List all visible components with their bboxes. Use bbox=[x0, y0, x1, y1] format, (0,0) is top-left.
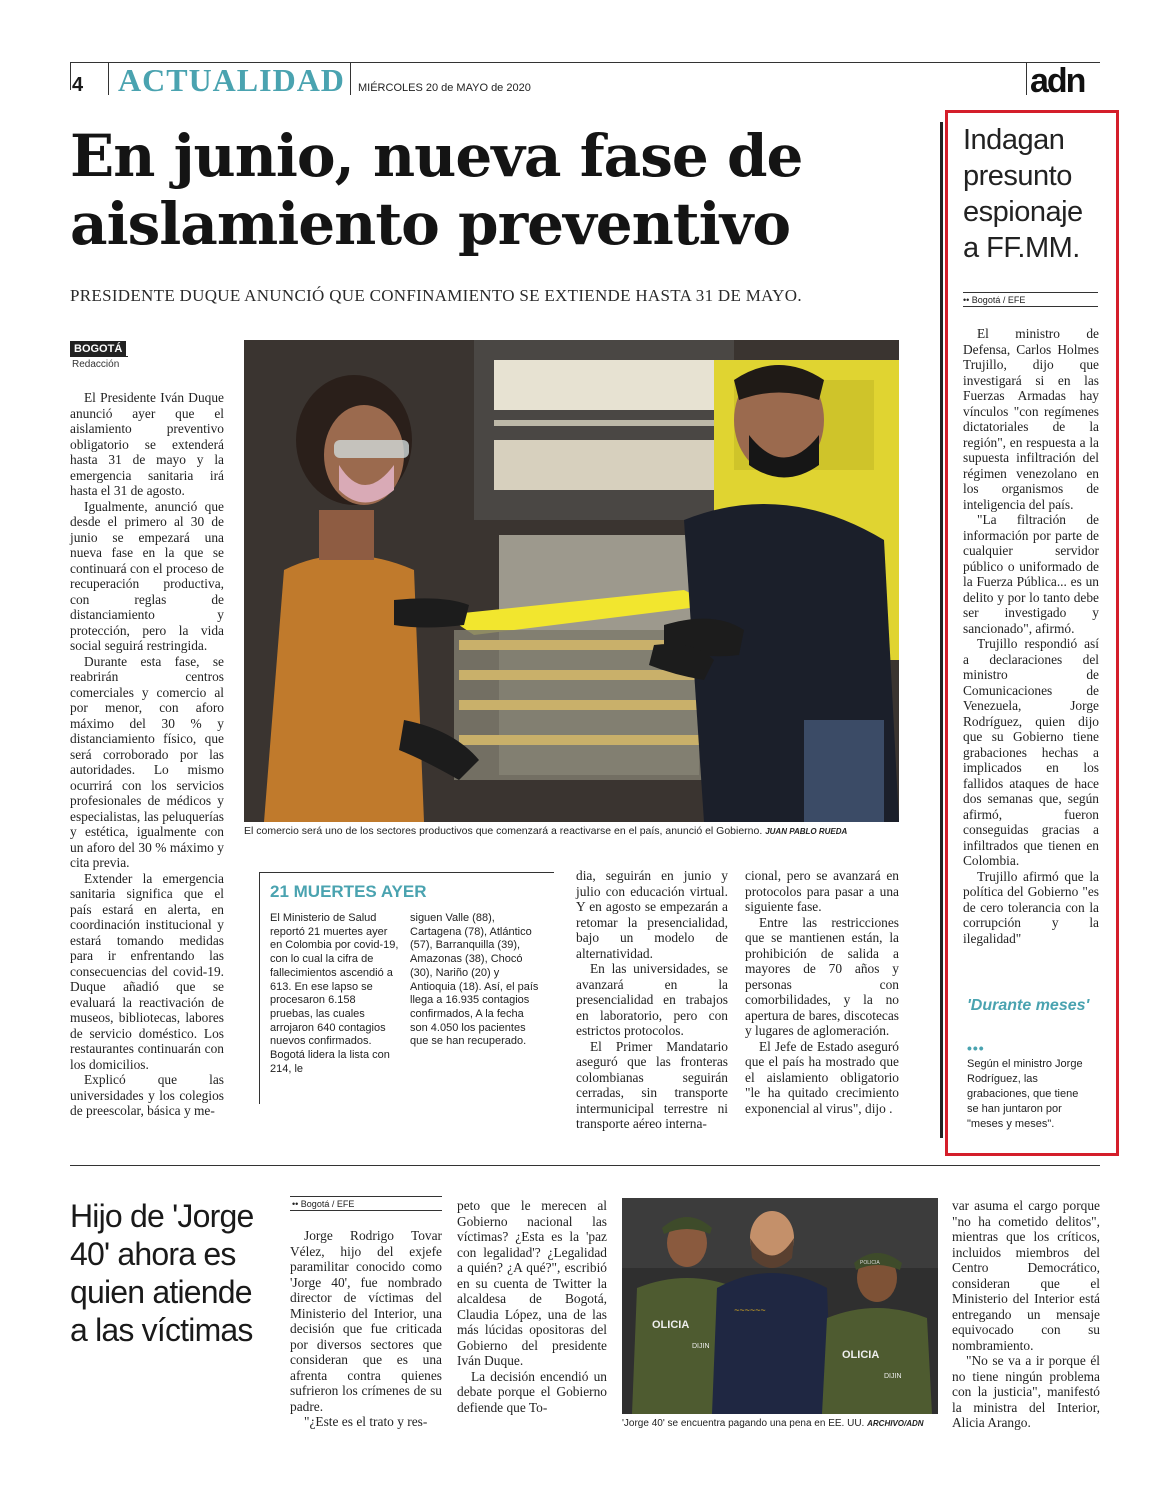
caption-text: 'Jorge 40' se encuentra pagando una pena en EE. UU. bbox=[622, 1418, 865, 1429]
bottom-headline: Hijo de 'Jorge 40' ahora es quien atiende a las víctimas bbox=[70, 1198, 254, 1348]
paragraph: Trujillo afirmó que la política del Gobierno "es de cero tolerancia con la corrupción y la ilegalidad" bbox=[963, 868, 1099, 946]
vest-badge-right: DIJIN bbox=[884, 1373, 902, 1380]
bottom-article-column-2 bbox=[457, 1198, 607, 1415]
shirt-print: ~~~~~~ bbox=[734, 1305, 766, 1315]
paragraph: dia, seguirán en junio y julio con educación virtual. Y en agosto se empezarán a retomar la presencialidad, bajo un modelo de alternatividad. bbox=[576, 868, 728, 961]
bottom-source: •• Bogotá / EFE bbox=[292, 1199, 355, 1209]
header-divider bbox=[70, 62, 71, 90]
box-title: 21 MUERTES AYER bbox=[270, 882, 427, 901]
sidebar-headline: Indagan presunto espionaje a FF.MM. bbox=[963, 124, 1083, 264]
byline-city: BOGOTÁ bbox=[70, 341, 126, 357]
paragraph: "La filtración de información por parte de cualquier servidor público o uniformado de la Fuerza Pública... es un delito y por lo tanto debe ser investigado y sancionado", afirmó. bbox=[963, 512, 1099, 636]
header-divider bbox=[108, 62, 109, 95]
paragraph: Trujillo respondió así a declaraciones del ministro de Comunicaciones de Venezuela, Jorge Rodríguez, quien dijo que su Gobierno tiene grabaciones hechas a implicados en los fallidos ataques de hace dos semanas que, según afirmó, fueron conseguidas gracias a infiltrados que tienen en Colombia. bbox=[963, 636, 1099, 868]
main-photo bbox=[244, 340, 899, 822]
paragraph: El ministro de Defensa, Carlos Holmes Trujillo, dijo que investigará si en las Fuerzas Armadas hay vínculos "con regímenes dictatoriales de la región", en respuesta a la supuesta infiltración del régimen venezolano en los organismos de inteligencia del país. bbox=[963, 326, 1099, 512]
main-subheadline: PRESIDENTE DUQUE ANUNCIÓ QUE CONFINAMIENTO SE EXTIENDE HASTA 31 DE MAYO. bbox=[70, 286, 802, 305]
paragraph: "¿Este es el trato y res- bbox=[304, 1414, 428, 1429]
box-text-column-1: El Ministerio de Salud reportó 21 muertes ayer en Colombia por covid-19, con lo cual la cifra de fallecimientos ascendió a 613. En ese lapso se procesaron 6.158 pruebas, las cuales arrojaron 640 contagios nuevos confirmados. Bogotá lidera la lista con 214, le bbox=[270, 912, 399, 1075]
paragraph: Durante esta fase, se reabrirán centros comerciales y comercio al por menor, con aforo máximo del 30 % y distanciamiento físico, que será corroborado por las autoridades. Lo mismo ocurrirá con los servicios profesionales de médicos y especialistas, las peluquerías y estética, igualmente con un aforo del 30 % máximo y cita previa. bbox=[70, 653, 224, 870]
header-divider bbox=[1026, 62, 1027, 95]
paragraph: Explicó que las universidades y los colegios de preescolar, básica y me- bbox=[70, 1072, 224, 1118]
paragraph: El Presidente Iván Duque anunció ayer que el aislamiento preventivo obligatorio se extenderá hasta 31 de mayo y la emergencia sanitaria irá hasta el 31 de agosto. bbox=[70, 390, 224, 498]
paragraph: cional, pero se avanzará en protocolos para pasar a una siguiente fase. bbox=[745, 868, 899, 914]
main-article-column-4 bbox=[745, 868, 899, 1116]
paragraph: Igualmente, anunció que desde el primero al 30 de junio se empezará una nueva fase en la que se continuará con el proceso de recuperación productiva, con reglas de distanciamiento y protección, pero la vida social seguirá restringida. bbox=[70, 498, 224, 653]
box-rule bbox=[259, 872, 260, 1104]
paragraph: La decisión encendió un debate porque el Gobierno defiende que To- bbox=[457, 1368, 607, 1415]
paragraph: El Jefe de Estado aseguró que el país ha mostrado que el aislamiento obligatorio "le ha quitado crecimiento exponencial al virus", dijo . bbox=[745, 1038, 899, 1116]
paragraph: Jorge Rodrigo Tovar Vélez, hijo del exjefe paramilitar conocido como 'Jorge 40', fue nombrado director de víctimas del Ministerio del Interior, una decisión que fue criticada por diversos sectores que consideran que es una afrenta contra quienes sufrieron los crímenes de su padre. bbox=[290, 1228, 442, 1414]
paragraph: var asuma el cargo porque "no ha cometido delitos", mientras que los críticos, incluidos miembros del Centro Democrático, consideran que el Ministerio del Interior está entregando un mensaje equivocado con su nombramiento. bbox=[952, 1198, 1100, 1353]
paragraph: Extender la emergencia sanitaria significa que el país estará en alerta, en coordinación institucional y estará tomando medidas para ir enfrentando las consecuencias del covid-19. Duque añadió que se evaluará la reactivación de museos, bibliotecas, labores de servicio doméstico. Los restaurantes continuarán con los domicilios. bbox=[70, 870, 224, 1072]
paragraph: El Primer Mandatario aseguró que las fronteras colombianas seguirán cerradas, sin transporte intermunicipal terrestre ni transporte aéreo interna- bbox=[576, 1038, 728, 1131]
sidebar-quote-dots: ••• bbox=[967, 1040, 985, 1056]
sidebar-rule bbox=[963, 306, 1098, 307]
main-photo-caption bbox=[244, 825, 904, 837]
issue-date: MIÉRCOLES 20 de MAYO de 2020 bbox=[358, 82, 531, 94]
paragraph: En las universidades, se avanzará en la presencialidad en trabajos en laboratorio, pero con estrictos protocolos. bbox=[576, 961, 728, 1038]
sidebar-quote-text: Según el ministro Jorge Rodríguez, las grabaciones, que tiene se han juntaron por "meses y meses". bbox=[967, 1058, 1083, 1130]
vest-label-left: OLICIA bbox=[652, 1319, 690, 1331]
bottom-source-rule bbox=[290, 1196, 442, 1197]
bottom-article-column-4 bbox=[952, 1198, 1100, 1431]
box-rule bbox=[259, 872, 554, 873]
paragraph: peto que le merecen al Gobierno nacional las víctimas? ¿Esta es la 'paz con legalidad'? ¿Legalidad a quién? ¿A qué?", escribió en su cuenta de Twitter la alcaldesa de Bogotá, Claudia López, una de las más lúcidas opositoras del Gobierno del presidente Iván Duque. bbox=[457, 1198, 607, 1368]
bottom-photo bbox=[622, 1198, 938, 1414]
main-article-column-3 bbox=[576, 868, 728, 1132]
photo-credit: ARCHIVO/ADN bbox=[867, 1419, 924, 1428]
bottom-photo-caption bbox=[622, 1418, 942, 1429]
bottom-source-rule bbox=[290, 1210, 442, 1211]
page-number: 4 bbox=[72, 74, 84, 96]
section-name: ACTUALIDAD bbox=[118, 62, 345, 98]
sidebar-quote-title: 'Durante meses' bbox=[967, 997, 1090, 1014]
vest-badge-left: DIJIN bbox=[692, 1343, 710, 1350]
vest-label-right: OLICIA bbox=[842, 1349, 880, 1361]
paragraph: Entre las restricciones que se mantienen están, la prohibición de salida a mayores de 70 años y personas con comorbilidades, y la no apertura de bares, discotecas y lugares de aglomeración. bbox=[745, 914, 899, 1038]
adn-logo: adn bbox=[1030, 62, 1085, 100]
main-headline: En junio, nueva fase de aislamiento preventivo bbox=[70, 122, 803, 258]
sidebar-rule bbox=[963, 292, 1098, 293]
photo-credit: JUAN PABLO RUEDA bbox=[765, 827, 848, 836]
sidebar-rule bbox=[940, 122, 943, 1138]
bottom-article-column-1 bbox=[290, 1228, 442, 1430]
paragraph: "No se va a ir porque él no tiene ningún problema con la justicia", manifestó la ministra del Interior, Alicia Arango. bbox=[952, 1353, 1100, 1430]
sidebar-source: •• Bogotá / EFE bbox=[963, 295, 1026, 305]
police-escort-illustration bbox=[622, 1198, 938, 1414]
byline-source: Redacción bbox=[72, 359, 120, 370]
header-divider bbox=[350, 62, 351, 95]
store-scene-illustration bbox=[244, 340, 899, 822]
box-text-column-2: siguen Valle (88), Cartagena (78), Atlántico (57), Barranquilla (39), Amazonas (38), Chocó (30), Nariño (20) y Antioquia (18). Así, el país llega a 16.935 contagios confirmados, A la fecha son 4.050 los pacientes que se han recuperado. bbox=[410, 912, 539, 1048]
sidebar-article bbox=[963, 326, 1099, 946]
byline-rule bbox=[70, 356, 128, 357]
caption-text: El comercio será uno de los sectores productivos que comenzará a reactivarse en el país, anunció el Gobierno. bbox=[244, 825, 763, 837]
section-separator bbox=[70, 1165, 1100, 1166]
main-article-column-1 bbox=[70, 390, 224, 1119]
cap-label: POLICIA bbox=[860, 1260, 880, 1266]
